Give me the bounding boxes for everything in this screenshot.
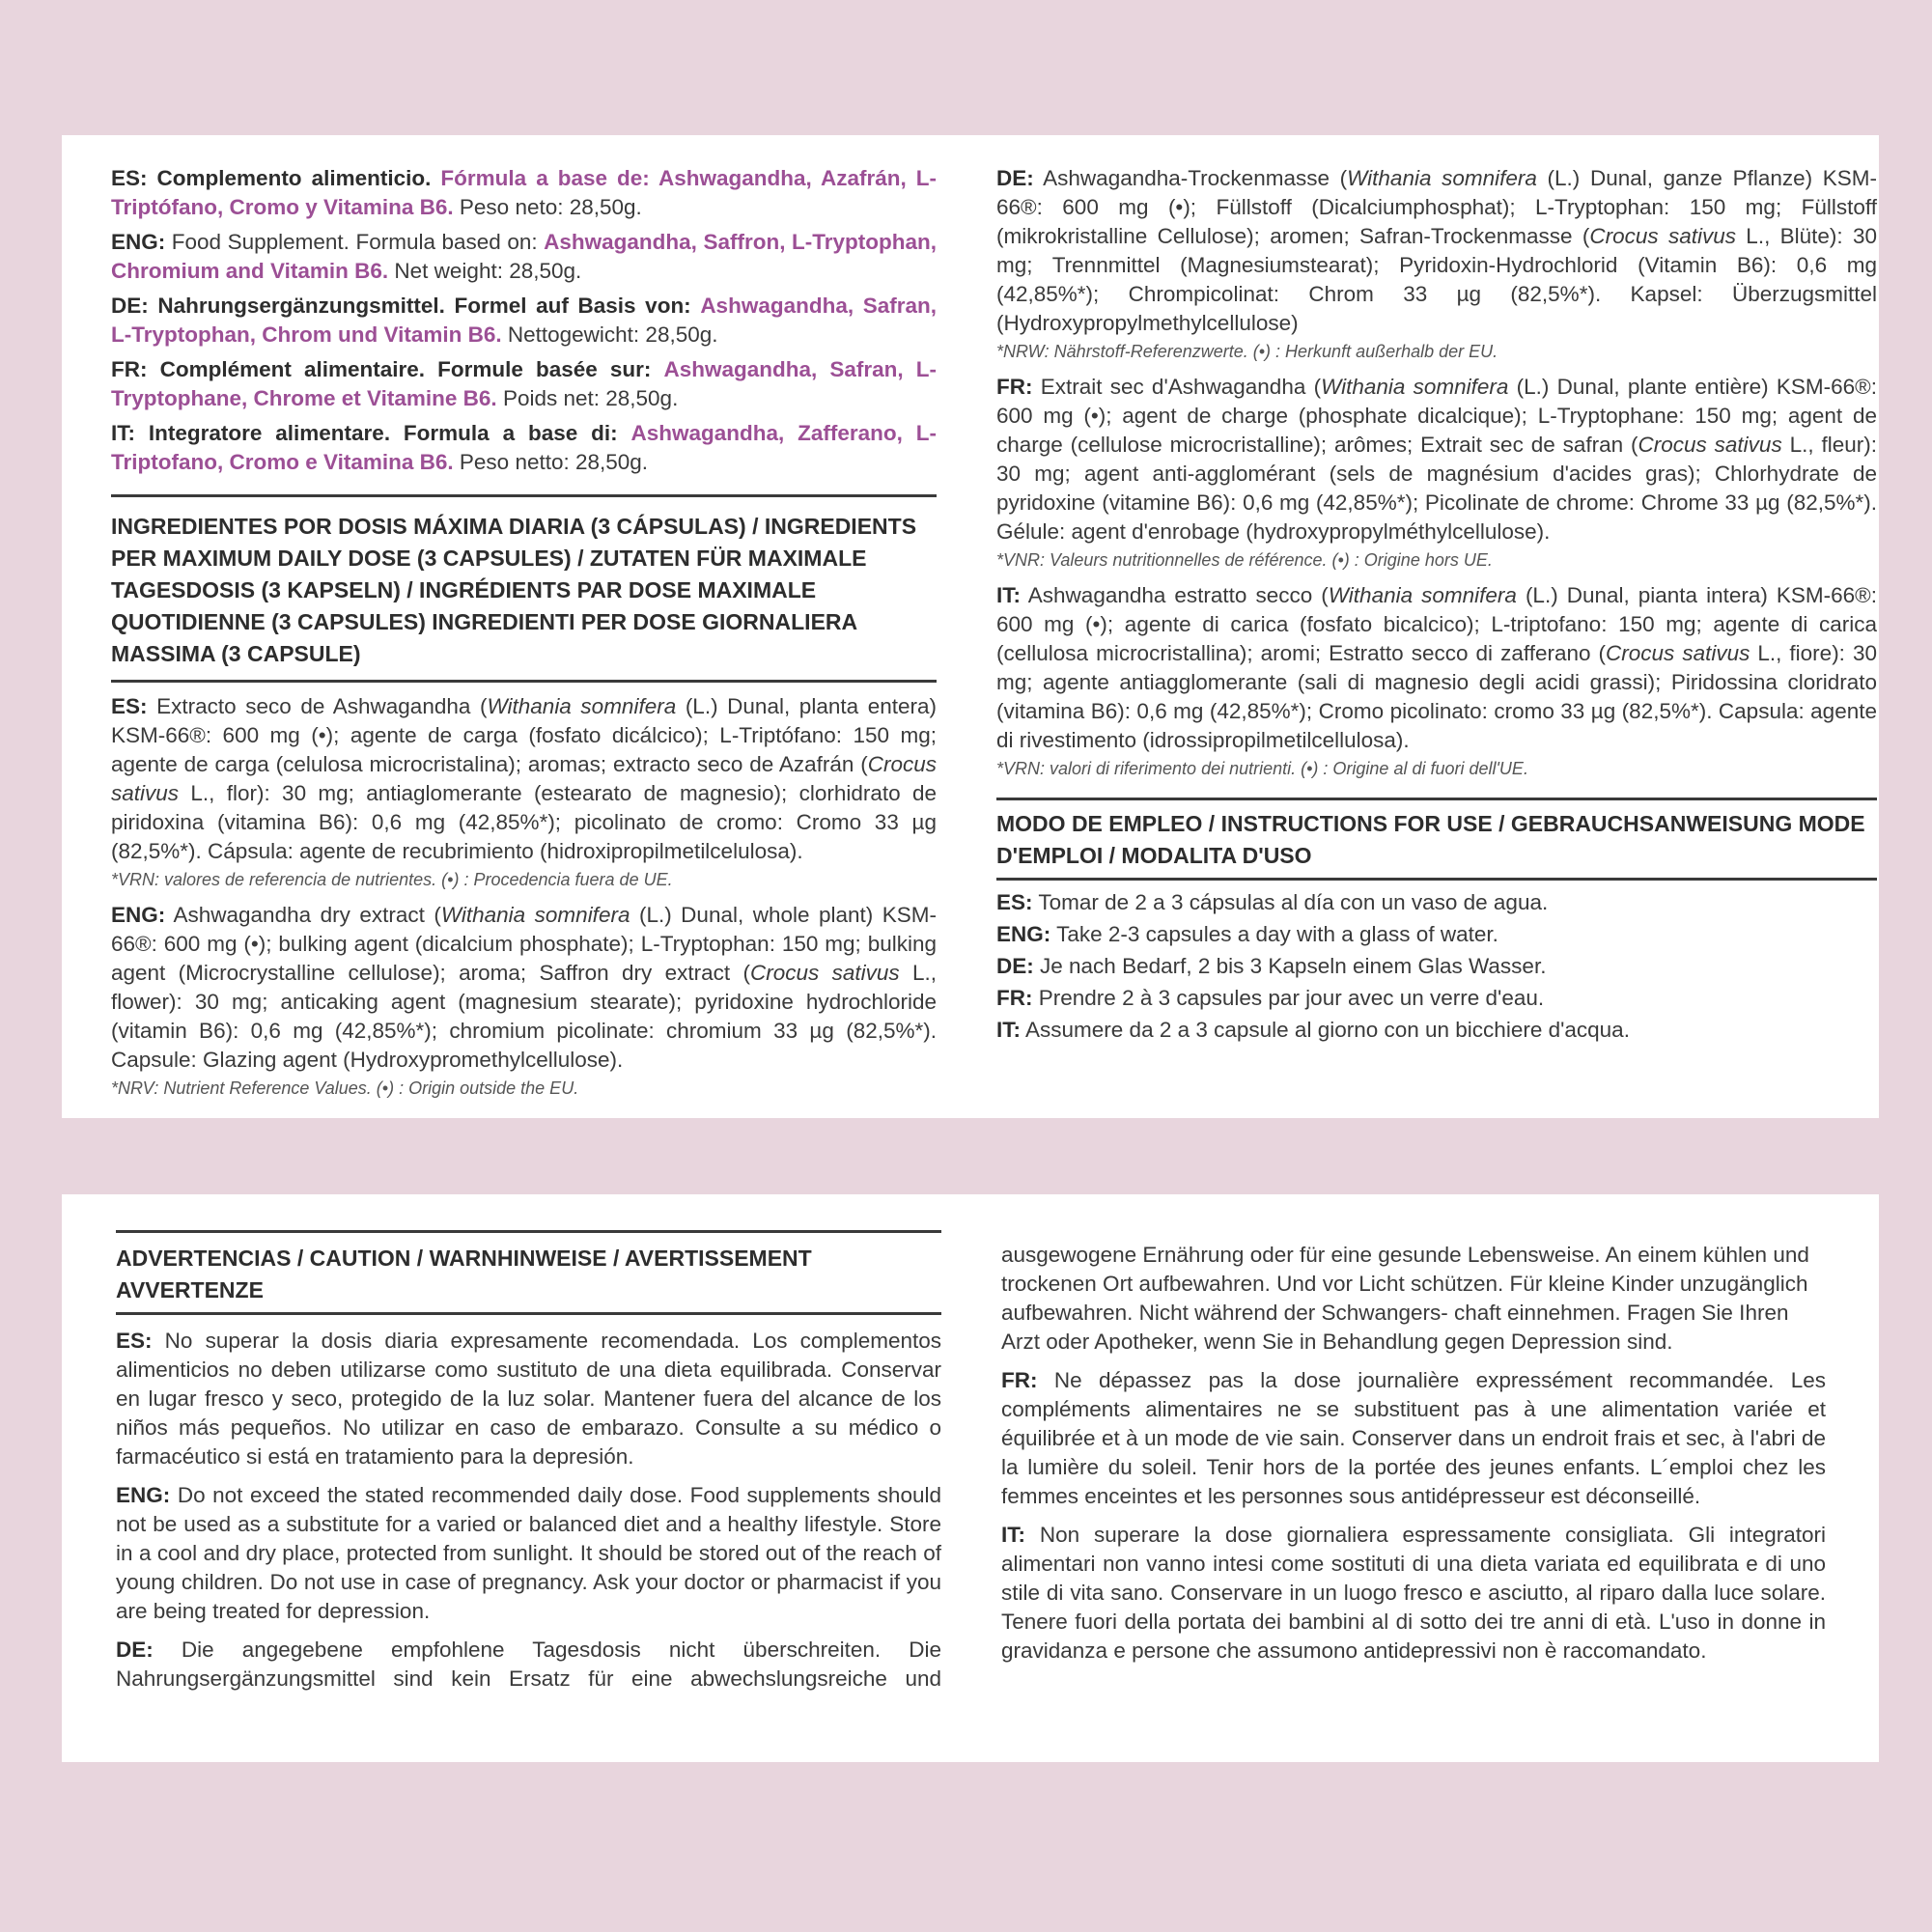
product-type: Complément alimentaire. Formule basée sur: (159, 357, 652, 381)
lang-code: IT: (996, 1018, 1021, 1042)
latin-name: Withania somnifera (1328, 583, 1517, 607)
latin-name: Crocus sativus (1638, 433, 1782, 457)
caution-text: No superar la dosis diaria expresamente recomendada. Los complementos alimenticios no deben utilizarse como sustituto de una dieta equilibrada. Conservar en lugar fresco y seco, protegido de la luz solar. Mantener fuera del alcance de los niños más pequeños. No utilizar en caso de embarazo. Consulte a su médico o farmacéutico si está en tratamiento para la depresión. (116, 1329, 941, 1469)
ingredients-text: L., Blüte): 30 mg; Trennmittel (Magnesiumstearat); Pyridoxin-Hydrochlorid (Vitamin B6): 0,6 mg (42,85%*); Chrompicolinat: Chrom 33 µg (82,5%*). Kapsel: Überzugsmittel (Hydroxypropylmethylcellulose) (996, 224, 1878, 335)
caution-de (116, 1636, 941, 1694)
ingredients-it (996, 581, 1877, 755)
product-type: Food Supplement. Formula based on: (171, 230, 538, 254)
ingredients-text: (L.) Dunal, planta entera) KSM-66®: 600 mg (•); agente de carga (fosfato dicálcico); L-Triptófano: 150 mg; agente de carga (celulosa microcristalina); aromas; extracto seco de Azafrán ( (111, 694, 938, 776)
summary-de (111, 292, 937, 350)
lang-code: ES: (111, 694, 148, 718)
footnote-de: *NRW: Nährstoff-Referenzwerte. (•) : Herkunft außerhalb der EU. (996, 342, 1498, 361)
lang-code: FR: (111, 357, 148, 381)
net-weight: Nettogewicht: 28,50g. (507, 322, 718, 347)
lang-code: FR: (1001, 1368, 1038, 1392)
ingredients-text: (L.) Dunal, whole plant) KSM-66®: 600 mg (•); bulking agent (dicalcium phosphate); L-Tryptophan: 150 mg; bulking agent (Microcrystalline cellulose); aroma; Saffron dry extract ( (111, 903, 937, 985)
use-text: Prendre 2 à 3 capsules par jour avec un verre d'eau. (1038, 986, 1545, 1010)
lang-code: ENG: (111, 903, 166, 927)
use-eng (996, 918, 1877, 950)
footnote-it: *VRN: valori di riferimento dei nutrienti. (•) : Origine al di fuori dell'UE. (996, 759, 1528, 778)
ingredients-text: (L.) Dunal, ganze Pflanze) KSM-66®: 600 mg (•); Füllstoff (Dicalciumphosphat); L-Tryptophan: 150 mg; Füllstoff (mikrokristalline Cellulose); aromen; Safran-Trockenmasse ( (996, 166, 1878, 248)
footnote-es: *VRN: valores de referencia de nutrientes. (•) : Procedencia fuera de UE. (111, 870, 673, 889)
ingredients-text: Ashwagandha-Trockenmasse ( (1043, 166, 1348, 190)
latin-name: Withania somnifera (440, 903, 630, 927)
ingredients-text: L., fiore): 30 mg; agente antiagglomerante (sali di magnesio degli acidi grassi); Piridossina cloridrato (vitamina B6): 0,6 mg (42,85%*); Cromo picolinato: cromo 33 µg (82,5%*). Capsula: agente di rivestimento (idrossipropilmetilcellulosa). (996, 641, 1877, 752)
caution-text: Die angegebene empfohlene Tagesdosis nicht überschreiten. Die Nahrungsergänzungsmittel sind kein Ersatz für eine abwechslungsreiche und (116, 1638, 941, 1691)
use-it (996, 1014, 1877, 1046)
ingredients-es (111, 692, 937, 866)
caution-it (1001, 1521, 1826, 1666)
ingredients-text: (L.) Dunal, pianta intera) KSM-66®: 600 mg (•); agente di carica (fosfato bicalcico); L-triptofano: 150 mg; agente di carica (cellulosa microcristallina); aromi; Estratto secco di zafferano ( (996, 583, 1877, 665)
lang-code: IT: (111, 421, 135, 445)
ingredients-text: L., flower): 30 mg; anticaking agent (magnesium stearate); pyridoxine hydrochloride (vitamin B6): 0,6 mg (42,85%*); chromium picolinate: chromium 33 µg (82,5%*). Capsule: Glazing agent (Hydroxypromethylcellulose). (111, 961, 938, 1072)
latin-name: Crocus sativus (1589, 224, 1736, 248)
lang-code: ES: (996, 890, 1033, 914)
use-heading: MODO DE EMPLEO / INSTRUCTIONS FOR USE / GEBRAUCHSANWEISUNG MODE D'EMPLOI / MODALITA D'USO (996, 811, 1865, 868)
divider (116, 1312, 941, 1315)
caution-text: Do not exceed the stated recommended daily dose. Food supplements should not be used as a substitute for a varied or balanced diet and a healthy lifestyle. Store in a cool and dry place, protected from sunlight. It should be stored out of the reach of young children. Do not use in case of pregnancy. Ask your doctor or pharmacist if you are being treated for depression. (116, 1483, 941, 1623)
top-right-column (996, 164, 1877, 1046)
ingredients-text: Extrait sec d'Ashwagandha ( (1040, 375, 1322, 399)
ingredients-text: (L.) Dunal, plante entière) KSM-66®: 600 mg (•); agent de charge (phosphate dicalcique); L-Tryptophane: 150 mg; agent de charge (cellulose microcristalline); arômes; Extrait sec de safran ( (996, 375, 1877, 457)
summary-eng (111, 228, 937, 286)
summary-fr (111, 355, 937, 413)
divider (996, 878, 1877, 881)
ingredients-text: Extracto seco de Ashwagandha ( (156, 694, 488, 718)
caution-text: Ne dépassez pas la dose journalière expressément recommandée. Les compléments alimentaires ne se substituent pas à une alimentation variée et équilibrée et à un mode de vie sain. Conserver dans un endroit frais et sec, à l'abri de la lumière du soleil. Tenir hors de la portée des jeunes enfants. L´emploi chez les femmes enceintes et les personnes sous antidépresseur est déconseillé. (1001, 1368, 1826, 1508)
ingredients-de (996, 164, 1877, 338)
latin-name: Withania somnifera (1347, 166, 1537, 190)
footnote-eng: *NRV: Nutrient Reference Values. (•) : Origin outside the EU. (111, 1078, 579, 1098)
ingredients-eng (111, 901, 937, 1075)
lang-code: IT: (996, 583, 1021, 607)
use-fr (996, 982, 1877, 1014)
footnote-fr: *VNR: Valeurs nutritionnelles de référence. (•) : Origine hors UE. (996, 550, 1493, 570)
summary-es (111, 164, 937, 222)
lang-code: ENG: (111, 230, 166, 254)
latin-name: Withania somnifera (487, 694, 677, 718)
formula: Ashwagandha, Zafferano, L-Triptofano, Cromo e Vitamina B6. (111, 421, 937, 474)
summary-it (111, 419, 937, 477)
caution-de-continued: ausgewogene Ernährung oder für eine gesunde Lebensweise. An einem kühlen und trockenen Ort aufbewahren. Und vor Licht schützen. Für kleine Kinder unzugänglich aufbewahren. Nicht während der Schwangers- chaft einnehmen. Fragen Sie Ihren Arzt oder Apotheker, wenn Sie in Behandlung gegen Depression sind. (1001, 1243, 1809, 1354)
use-de (996, 950, 1877, 982)
formula: Fórmula a base de: Ashwagandha, Azafrán, L-Triptófano, Cromo y Vitamina B6. (111, 166, 937, 219)
formula: Ashwagandha, Safran, L-Tryptophane, Chrome et Vitamine B6. (111, 357, 937, 410)
caution-text: Non superare la dose giornaliera espressamente consigliata. Gli integratori alimentari non vanno intesi come sostituti di una dieta variata ed equilibrata e di uno stile di vita sano. Conservare in un luogo fresco e asciutto, al riparo dalla luce solare. Tenere fuori della portata dei bambini al di sotto dei tre anni di età. L'uso in donne in gravidanza e persone che assumono antidepressivi non è raccomandato. (1001, 1523, 1826, 1663)
caution-fr (1001, 1366, 1826, 1511)
use-es (996, 886, 1877, 918)
caution-es (116, 1327, 941, 1471)
ingredients-fr (996, 373, 1877, 546)
lang-code: IT: (1001, 1523, 1025, 1547)
net-weight: Poids net: 28,50g. (502, 386, 679, 410)
lang-code: DE: (111, 294, 149, 318)
lang-code: ENG: (996, 922, 1051, 946)
bottom-right-column (1001, 1241, 1826, 1671)
divider (111, 680, 937, 683)
formula: Ashwagandha, Safran, L-Tryptophan, Chrom und Vitamin B6. (111, 294, 937, 347)
use-text: Take 2-3 capsules a day with a glass of water. (1056, 922, 1498, 946)
ingredients-heading: INGREDIENTES POR DOSIS MÁXIMA DIARIA (3 CÁPSULAS) / INGREDIENTS PER MAXIMUM DAILY DOSE (3 CAPSULES) / ZUTATEN FÜR MAXIMALE TAGESDOSIS (3 KAPSELN) / INGRÉDIENTS PAR DOSE MAXIMALE QUOTIDIENNE (3 CAPSULES) INGREDIENTI PER DOSE GIORNALIERA MASSIMA (3 CAPSULE) (111, 514, 917, 666)
caution-heading: ADVERTENCIAS / CAUTION / WARNHINWEISE / AVERTISSEMENT AVVERTENZE (116, 1246, 812, 1302)
bottom-left-column (116, 1230, 941, 1699)
latin-name: Withania somnifera (1321, 375, 1509, 399)
lang-code: ENG: (116, 1483, 171, 1507)
use-text: Tomar de 2 a 3 cápsulas al día con un vaso de agua. (1038, 890, 1549, 914)
product-type: Complemento alimenticio. (156, 166, 432, 190)
net-weight: Peso neto: 28,50g. (459, 195, 642, 219)
lang-code: FR: (996, 986, 1033, 1010)
label-panel-top (62, 135, 1879, 1118)
latin-name: Crocus sativus (1606, 641, 1750, 665)
lang-code: DE: (116, 1638, 154, 1662)
ingredients-text: L., flor): 30 mg; antiaglomerante (estearato de magnesio); clorhidrato de piridoxina (vitamina B6): 0,6 mg (42,85%*); picolinato de cromo: Cromo 33 µg (82,5%*). Cápsula: agente de recubrimiento (hidroxipropilmetilcelulosa). (111, 781, 937, 863)
ingredients-text: Ashwagandha estratto secco ( (1027, 583, 1329, 607)
ingredients-text: Ashwagandha dry extract ( (173, 903, 441, 927)
lang-code: ES: (111, 166, 148, 190)
net-weight: Peso netto: 28,50g. (459, 450, 649, 474)
formula: Ashwagandha, Saffron, L-Tryptophan, Chromium and Vitamin B6. (111, 230, 937, 283)
top-left-column (111, 164, 937, 1109)
product-type: Integratore alimentare. Formula a base di: (148, 421, 618, 445)
product-type: Nahrungsergänzungsmittel. Formel auf Basis von: (157, 294, 691, 318)
use-text: Assumere da 2 a 3 capsule al giorno con un bicchiere d'acqua. (1025, 1018, 1630, 1042)
label-panel-bottom (62, 1194, 1879, 1762)
ingredients-text: L., fleur): 30 mg; agent anti-agglomérant (sels de magnésium d'acides gras); Chlorhydrate de pyridoxine (vitamine B6): 0,6 mg (42,85%*); Picolinate de chrome: Chrome 33 µg (82,5%*). Gélule: agent d'enrobage (hydroxypropylméthylcellulose). (996, 433, 1877, 544)
lang-code: DE: (996, 166, 1034, 190)
latin-name: Crocus sativus (111, 752, 937, 805)
lang-code: ES: (116, 1329, 153, 1353)
caution-eng (116, 1481, 941, 1626)
use-text: Je nach Bedarf, 2 bis 3 Kapseln einem Glas Wasser. (1040, 954, 1547, 978)
latin-name: Crocus sativus (749, 961, 900, 985)
net-weight: Net weight: 28,50g. (394, 259, 582, 283)
lang-code: FR: (996, 375, 1033, 399)
lang-code: DE: (996, 954, 1034, 978)
